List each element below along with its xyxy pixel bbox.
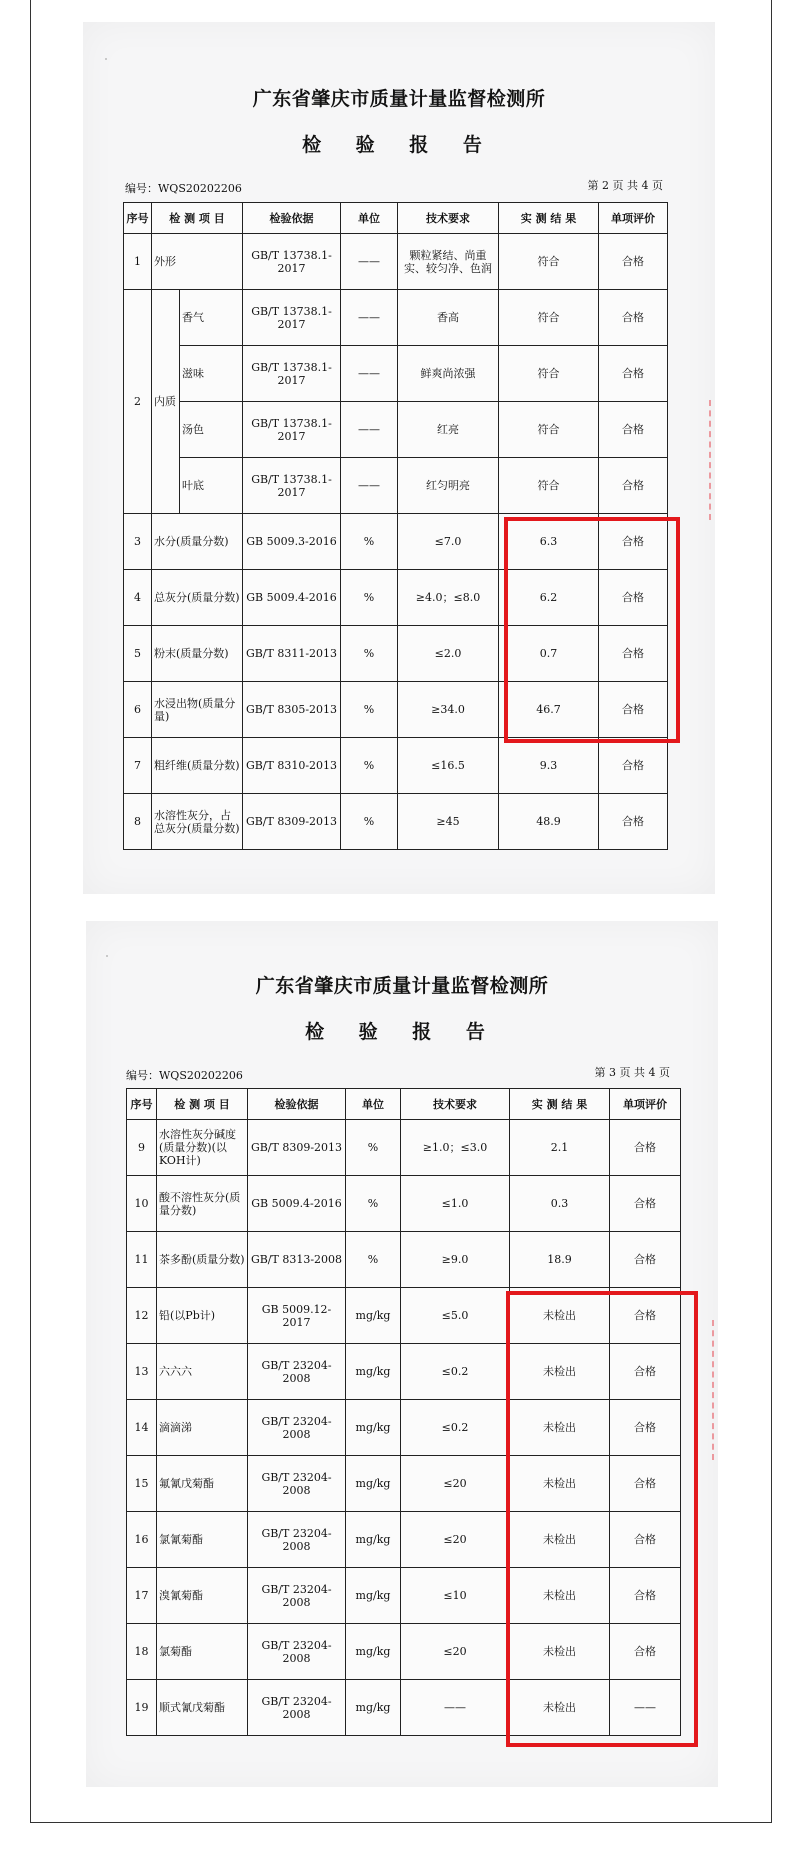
- row-basis: GB/T 23204-2008: [248, 1680, 346, 1736]
- row-evaluation: 合格: [599, 514, 668, 570]
- row-item: 滴滴涕: [157, 1400, 248, 1456]
- row-evaluation: 合格: [610, 1624, 681, 1680]
- row-basis: GB/T 13738.1-2017: [243, 290, 341, 346]
- table-row: [124, 458, 668, 514]
- row-item: 水溶性灰分碱度(质量分数)(以KOH计): [157, 1120, 248, 1176]
- row-basis: GB 5009.12-2017: [248, 1288, 346, 1344]
- report-page-2-scan: [83, 22, 715, 894]
- row-result: 6.3: [499, 514, 599, 570]
- row-no: 1: [124, 234, 152, 290]
- row-item: 茶多酚(质量分数): [157, 1232, 248, 1288]
- row-result: 未检出: [510, 1344, 610, 1400]
- seal-stamp-edge: [709, 400, 723, 520]
- row-result: 48.9: [499, 794, 599, 850]
- row-requirement: ≤0.2: [401, 1344, 510, 1400]
- scan-speck: [105, 58, 107, 60]
- row-no: 17: [127, 1568, 157, 1624]
- row-result: 0.3: [510, 1176, 610, 1232]
- row-unit: %: [341, 682, 398, 738]
- row-item: 汤色: [180, 402, 243, 458]
- row-evaluation: 合格: [599, 682, 668, 738]
- row-basis: GB/T 13738.1-2017: [243, 234, 341, 290]
- row-requirement: 红亮: [398, 402, 499, 458]
- highlight-box: [504, 517, 680, 743]
- row-requirement: ≥45: [398, 794, 499, 850]
- row-requirement: ≤20: [401, 1624, 510, 1680]
- table-row: [124, 794, 668, 850]
- row-unit: mg/kg: [346, 1400, 401, 1456]
- row-basis: GB/T 8311-2013: [243, 626, 341, 682]
- row-no: 10: [127, 1176, 157, 1232]
- row-item: 顺式氰戊菊酯: [157, 1680, 248, 1736]
- row-unit: ——: [341, 402, 398, 458]
- row-unit: %: [346, 1120, 401, 1176]
- row-no: 6: [124, 682, 152, 738]
- row-requirement: 鲜爽尚浓强: [398, 346, 499, 402]
- header-unit: 单位: [341, 203, 398, 234]
- header-unit: 单位: [346, 1089, 401, 1120]
- table-row: [124, 402, 668, 458]
- row-result: 46.7: [499, 682, 599, 738]
- row-evaluation: 合格: [610, 1568, 681, 1624]
- header-result: 实 测 结 果: [510, 1089, 610, 1120]
- row-evaluation: 合格: [610, 1400, 681, 1456]
- header-evaluation: 单项评价: [610, 1089, 681, 1120]
- row-requirement: ≤2.0: [398, 626, 499, 682]
- row-evaluation: ——: [610, 1680, 681, 1736]
- row-item: 外形: [152, 234, 243, 290]
- row-basis: GB/T 8309-2013: [248, 1120, 346, 1176]
- table-header-row: [127, 1089, 681, 1120]
- row-no: 15: [127, 1456, 157, 1512]
- row-requirement: ≤0.2: [401, 1400, 510, 1456]
- row-item: 溴氰菊酯: [157, 1568, 248, 1624]
- row-evaluation: 合格: [599, 458, 668, 514]
- row-evaluation: 合格: [599, 626, 668, 682]
- row-evaluation: 合格: [599, 738, 668, 794]
- row-no: 19: [127, 1680, 157, 1736]
- row-requirement: ——: [401, 1680, 510, 1736]
- table-row: [124, 738, 668, 794]
- row-unit: %: [341, 570, 398, 626]
- row-no: 9: [127, 1120, 157, 1176]
- row-result: 0.7: [499, 626, 599, 682]
- header-no: 序号: [127, 1089, 157, 1120]
- table-header-row: [124, 203, 668, 234]
- row-item: 水浸出物(质量分量): [152, 682, 243, 738]
- row-basis: GB/T 8310-2013: [243, 738, 341, 794]
- row-result: 未检出: [510, 1456, 610, 1512]
- page-subtitle: 检 验 报 告: [305, 1021, 499, 1043]
- row-item: 铅(以Pb计): [157, 1288, 248, 1344]
- row-result: 符合: [499, 290, 599, 346]
- row-item: 氯菊酯: [157, 1624, 248, 1680]
- row-result: 符合: [499, 346, 599, 402]
- row-item: 粗纤维(质量分数): [152, 738, 243, 794]
- scan-speck: [106, 955, 108, 957]
- row-unit: mg/kg: [346, 1680, 401, 1736]
- report-number: 编号：WQS20202206: [125, 182, 242, 195]
- row-basis: GB/T 23204-2008: [248, 1456, 346, 1512]
- row-evaluation: 合格: [610, 1344, 681, 1400]
- row-evaluation: 合格: [610, 1288, 681, 1344]
- header-no: 序号: [124, 203, 152, 234]
- row-no: 11: [127, 1232, 157, 1288]
- row-unit: %: [341, 514, 398, 570]
- row-no: 14: [127, 1400, 157, 1456]
- row-no: 8: [124, 794, 152, 850]
- header-item: 检 测 项 目: [157, 1089, 248, 1120]
- row-requirement: ≤7.0: [398, 514, 499, 570]
- row-unit: mg/kg: [346, 1456, 401, 1512]
- row-requirement: 颗粒紧结、尚重实、较匀净、色润: [398, 234, 499, 290]
- row-result: 未检出: [510, 1512, 610, 1568]
- row-unit: ——: [341, 290, 398, 346]
- row-unit: ——: [341, 458, 398, 514]
- row-no: 16: [127, 1512, 157, 1568]
- row-unit: ——: [341, 234, 398, 290]
- row-result: 18.9: [510, 1232, 610, 1288]
- row-requirement: ≥1.0；≤3.0: [401, 1120, 510, 1176]
- row-basis: GB/T 13738.1-2017: [243, 346, 341, 402]
- row-basis: GB 5009.4-2016: [243, 570, 341, 626]
- row-no: 18: [127, 1624, 157, 1680]
- row-unit: %: [346, 1176, 401, 1232]
- row-basis: GB/T 23204-2008: [248, 1624, 346, 1680]
- row-basis: GB/T 23204-2008: [248, 1568, 346, 1624]
- row-evaluation: 合格: [599, 346, 668, 402]
- row-evaluation: 合格: [599, 794, 668, 850]
- row-requirement: ≤16.5: [398, 738, 499, 794]
- header-evaluation: 单项评价: [599, 203, 668, 234]
- row-item: 总灰分(质量分数): [152, 570, 243, 626]
- header-result: 实 测 结 果: [499, 203, 599, 234]
- seal-stamp-edge: [712, 1320, 726, 1460]
- row-basis: GB 5009.4-2016: [248, 1176, 346, 1232]
- row-requirement: ≥4.0；≤8.0: [398, 570, 499, 626]
- row-result: 未检出: [510, 1624, 610, 1680]
- row-unit: mg/kg: [346, 1568, 401, 1624]
- row-requirement: ≥34.0: [398, 682, 499, 738]
- page-title: 广东省肇庆市质量计量监督检测所: [252, 88, 546, 110]
- row-item: 六六六: [157, 1344, 248, 1400]
- row-item: 水分(质量分数): [152, 514, 243, 570]
- table-row: [127, 1232, 681, 1288]
- table-row: [124, 346, 668, 402]
- row-item: 酸不溶性灰分(质量分数): [157, 1176, 248, 1232]
- row-evaluation: 合格: [599, 234, 668, 290]
- row-unit: mg/kg: [346, 1288, 401, 1344]
- row-basis: GB 5009.3-2016: [243, 514, 341, 570]
- row-result: 未检出: [510, 1288, 610, 1344]
- row-requirement: ≤10: [401, 1568, 510, 1624]
- row-item: 氯氰菊酯: [157, 1512, 248, 1568]
- row-result: 符合: [499, 234, 599, 290]
- row-no: 4: [124, 570, 152, 626]
- header-basis: 检验依据: [248, 1089, 346, 1120]
- row-result: 未检出: [510, 1680, 610, 1736]
- page-title: 广东省肇庆市质量计量监督检测所: [255, 975, 549, 997]
- row-basis: GB/T 23204-2008: [248, 1400, 346, 1456]
- row-requirement: 红匀明亮: [398, 458, 499, 514]
- row-evaluation: 合格: [599, 570, 668, 626]
- row-result: 6.2: [499, 570, 599, 626]
- table-row: [127, 1176, 681, 1232]
- row-unit: %: [341, 738, 398, 794]
- page-info: 第 3 页 共 4 页: [594, 1066, 670, 1079]
- row-basis: GB/T 13738.1-2017: [243, 458, 341, 514]
- group-label: 内质: [152, 290, 180, 514]
- row-no: 7: [124, 738, 152, 794]
- row-evaluation: 合格: [599, 402, 668, 458]
- row-item: 水溶性灰分，占总灰分(质量分数): [152, 794, 243, 850]
- row-requirement: ≤5.0: [401, 1288, 510, 1344]
- row-requirement: ≥9.0: [401, 1232, 510, 1288]
- header-requirement: 技术要求: [398, 203, 499, 234]
- table-row: [124, 234, 668, 290]
- row-evaluation: 合格: [610, 1512, 681, 1568]
- row-item: 粉末(质量分数): [152, 626, 243, 682]
- row-unit: ——: [341, 346, 398, 402]
- row-requirement: ≤1.0: [401, 1176, 510, 1232]
- row-unit: mg/kg: [346, 1344, 401, 1400]
- row-evaluation: 合格: [610, 1176, 681, 1232]
- row-basis: GB/T 8305-2013: [243, 682, 341, 738]
- row-unit: %: [341, 794, 398, 850]
- row-result: 2.1: [510, 1120, 610, 1176]
- row-result: 符合: [499, 458, 599, 514]
- row-evaluation: 合格: [610, 1232, 681, 1288]
- row-item: 香气: [180, 290, 243, 346]
- row-evaluation: 合格: [610, 1120, 681, 1176]
- row-no: 13: [127, 1344, 157, 1400]
- row-evaluation: 合格: [599, 290, 668, 346]
- row-basis: GB/T 23204-2008: [248, 1344, 346, 1400]
- row-item: 氟氰戊菊酯: [157, 1456, 248, 1512]
- row-no: 3: [124, 514, 152, 570]
- row-item: 叶底: [180, 458, 243, 514]
- row-basis: GB/T 13738.1-2017: [243, 402, 341, 458]
- row-item: 滋味: [180, 346, 243, 402]
- row-requirement: 香高: [398, 290, 499, 346]
- row-result: 未检出: [510, 1568, 610, 1624]
- row-unit: %: [346, 1232, 401, 1288]
- row-basis: GB/T 8313-2008: [248, 1232, 346, 1288]
- highlight-box: [506, 1291, 698, 1747]
- row-no: 2: [124, 290, 152, 514]
- row-result: 未检出: [510, 1400, 610, 1456]
- row-result: 9.3: [499, 738, 599, 794]
- table-row: [127, 1120, 681, 1176]
- page-info: 第 2 页 共 4 页: [587, 179, 663, 192]
- table-row: [124, 290, 668, 346]
- row-result: 符合: [499, 402, 599, 458]
- row-no: 12: [127, 1288, 157, 1344]
- row-evaluation: 合格: [610, 1456, 681, 1512]
- report-number: 编号：WQS20202206: [126, 1069, 243, 1082]
- header-basis: 检验依据: [243, 203, 341, 234]
- row-requirement: ≤20: [401, 1456, 510, 1512]
- page-subtitle: 检 验 报 告: [302, 134, 496, 156]
- row-unit: %: [341, 626, 398, 682]
- row-unit: mg/kg: [346, 1624, 401, 1680]
- header-requirement: 技术要求: [401, 1089, 510, 1120]
- row-basis: GB/T 8309-2013: [243, 794, 341, 850]
- row-no: 5: [124, 626, 152, 682]
- header-item: 检 测 项 目: [152, 203, 243, 234]
- row-basis: GB/T 23204-2008: [248, 1512, 346, 1568]
- row-requirement: ≤20: [401, 1512, 510, 1568]
- row-unit: mg/kg: [346, 1512, 401, 1568]
